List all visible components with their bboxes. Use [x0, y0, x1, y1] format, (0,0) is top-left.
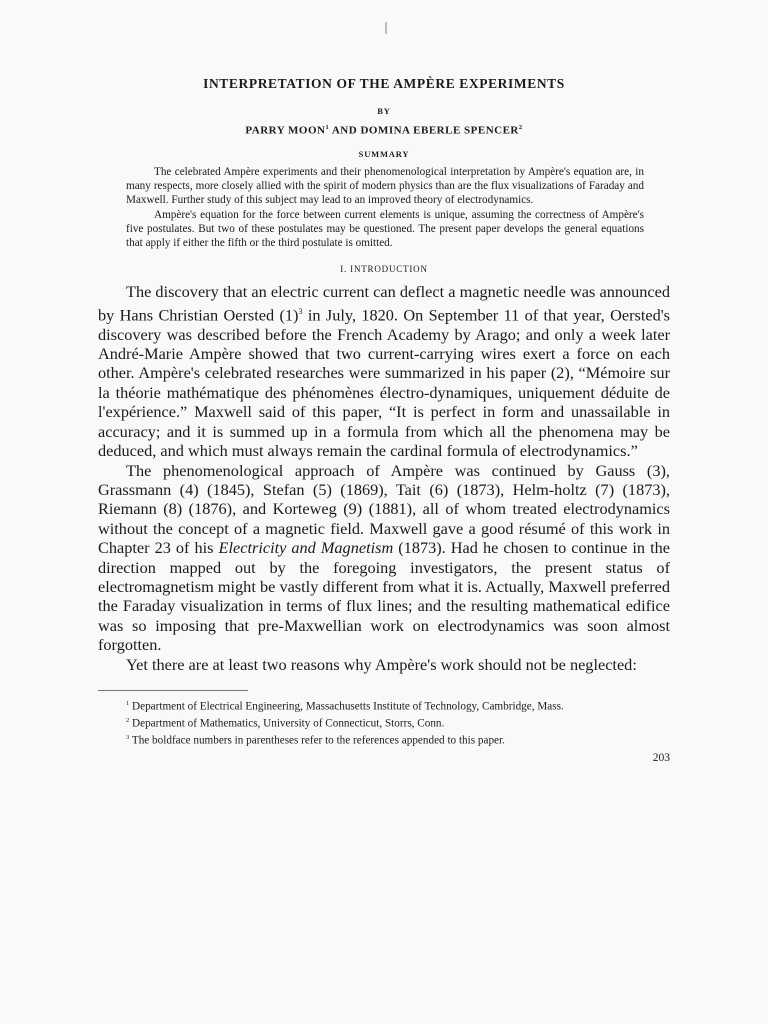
footnote-3	[98, 731, 670, 748]
footnote-2-text: Department of Mathematics, University of Connecticut, Storrs, Conn.	[132, 717, 445, 730]
footnote-3-text: The boldface numbers in parentheses refer to the references appended to this paper.	[131, 735, 505, 748]
page-number: 203	[652, 751, 670, 764]
paper-page	[98, 76, 670, 764]
footnote-rule	[98, 690, 248, 691]
author-2-note: 2	[518, 124, 523, 131]
body-paragraph-2-text-b: (1873). Had he chosen to continue in the direction mapped out by the foregoing investigators, the present status of electromagnetism might be vastly different from what it is. Actually, Maxwell preferred the Faraday visualization in terms of flux lines; and the resulting mathematical edifice was so imposing that pre-Maxwellian work on electrodynamics was soon almost forgotten.	[98, 538, 670, 655]
summary-paragraph-2: Ampère's equation for the force between current elements is unique, assuming the correctness of Ampère's five postulates. But two of these postulates may be questioned. The present paper develops the general equations that apply if either the fifth or the third postulate is omitted.	[126, 208, 644, 250]
summary-heading: SUMMARY	[358, 148, 410, 159]
footnote-3-number: 3	[126, 734, 130, 742]
footnote-1-number: 1	[126, 699, 130, 707]
book-title: Electricity and Magnetism	[218, 538, 394, 558]
body-text	[98, 282, 670, 674]
summary-paragraph-1: The celebrated Ampère experiments and their phenomenological interpretation by Ampère's equation are, in many respects, more closely allied with the spirit of modern physics than are the flux visualizations of Faraday and Maxwell. Further study of this subject may lead to an improved theory of electrodynamics.	[126, 165, 644, 207]
authors	[98, 124, 670, 137]
body-paragraph-1	[98, 282, 670, 460]
footnote-2	[98, 714, 670, 731]
body-paragraph-1-text-a: The discovery that an electric current can deflect a magnetic needle was announced by Hans Christian Oersted (1)	[98, 282, 670, 325]
footnote-ref-3: 3	[298, 306, 303, 316]
footnote-1-text: Department of Electrical Engineering, Massachusetts Institute of Technology, Cambridge, Mass.	[132, 700, 564, 713]
scan-mark	[385, 22, 387, 34]
section-heading: I. INTRODUCTION	[340, 264, 428, 275]
summary	[98, 165, 670, 251]
author-2: DOMINA EBERLE SPENCER	[360, 124, 519, 137]
body-paragraph-2	[98, 461, 670, 655]
body-paragraph-3: Yet there are at least two reasons why Ampère's work should not be neglected:	[126, 654, 637, 674]
author-1-note: 1	[325, 124, 330, 131]
author-1: PARRY MOON	[245, 124, 326, 137]
footnotes	[98, 697, 670, 749]
body-paragraph-2-text-a: The phenomenological approach of Ampère was continued by Gauss (3), Grassmann (4) (1845), Stefan (5) (1869), Tait (6) (1873), Helm-holtz (7) (1873), Riemann (8) (1876), and Korteweg (9) (1881), all of whom treated electrodynamics without the concept of a magnetic field. Maxwell gave a good résumé of this work in Chapter 23 of his	[98, 460, 670, 558]
paper-title: INTERPRETATION OF THE AMPÈRE EXPERIMENTS	[203, 76, 565, 91]
authors-conjunction: AND	[331, 124, 358, 137]
footnote-2-number: 2	[126, 717, 130, 725]
byline-label: BY	[377, 106, 391, 116]
body-paragraph-1-text-b: in July, 1820. On September 11 of that year, Oersted's discovery was described before the French Academy by Arago; and only a week later André-Marie Ampère showed that two current-carrying wires exert a force on each other. Ampère's celebrated researches were summarized in his paper (2), “Mémoire sur la théorie mathématique des phénomènes électro-dynamiques, uniquement déduite de l'expérience.” Maxwell said of this paper, “It is perfect in form and unassailable in accuracy; and it is summed up in a formula from which all the phenomena may be deduced, and which must always remain the cardinal formula of electrodynamics.”	[98, 305, 670, 461]
footnote-1	[98, 697, 670, 714]
